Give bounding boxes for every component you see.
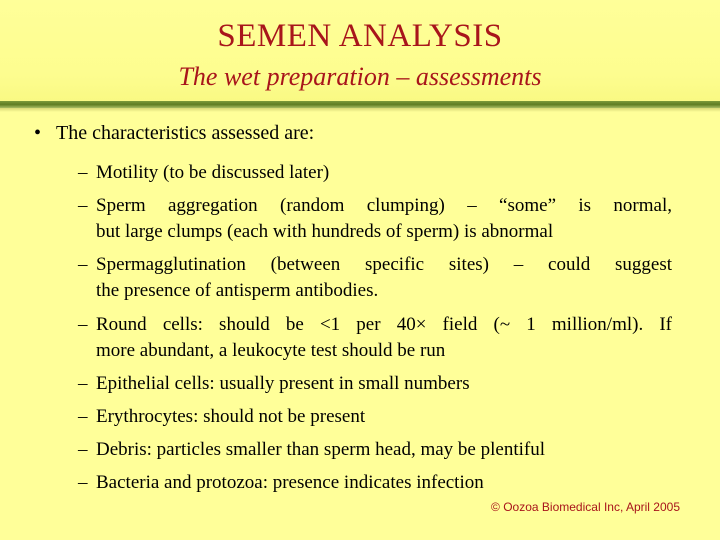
list-item-text: Motility (to be discussed later) bbox=[96, 162, 330, 183]
list-item-text: Epithelial cells: usually present in small numbers bbox=[96, 373, 470, 394]
list-item-text: Debris: particles smaller than sperm head, may be plentiful bbox=[96, 439, 545, 460]
bullet-icon: • bbox=[34, 122, 42, 144]
slide-subtitle: The wet preparation – assessments bbox=[178, 62, 542, 91]
list-item bbox=[78, 404, 672, 430]
list-item-text-continued: more abundant, a leukocyte test should be run bbox=[96, 340, 446, 361]
slide-header bbox=[0, 0, 720, 108]
dash-icon: – bbox=[78, 314, 88, 335]
dash-icon: – bbox=[78, 439, 88, 460]
slide-title: SEMEN ANALYSIS bbox=[217, 18, 503, 54]
dash-icon: – bbox=[78, 373, 88, 394]
list-item bbox=[78, 470, 672, 496]
dash-icon: – bbox=[78, 195, 88, 216]
list-item bbox=[78, 252, 672, 304]
list-item-text: Erythrocytes: should not be present bbox=[96, 406, 366, 427]
list-item-text: Sperm aggregation (random clumping) – “some” is normal, bbox=[96, 195, 672, 216]
dash-icon: – bbox=[78, 406, 88, 427]
dash-icon: – bbox=[78, 472, 88, 493]
copyright-footer: © Oozoa Biomedical Inc, April 2005 bbox=[491, 500, 680, 514]
dash-icon: – bbox=[78, 162, 88, 183]
list-item bbox=[78, 437, 672, 463]
main-bullet-point bbox=[34, 122, 314, 145]
list-item-text: Round cells: should be <1 per 40× field (~ 1 million/ml). If bbox=[96, 314, 672, 335]
list-item-text: Spermagglutination (between specific sites) – could suggest bbox=[96, 254, 672, 275]
main-bullet-text: The characteristics assessed are: bbox=[56, 122, 315, 144]
list-item-text: Bacteria and protozoa: presence indicates infection bbox=[96, 472, 484, 493]
list-item-text-continued: the presence of antisperm antibodies. bbox=[96, 280, 379, 301]
list-item bbox=[78, 160, 672, 186]
list-item-text-continued: but large clumps (each with hundreds of sperm) is abnormal bbox=[96, 221, 554, 242]
list-item bbox=[78, 312, 672, 364]
dash-icon: – bbox=[78, 254, 88, 275]
header-divider bbox=[0, 101, 720, 108]
list-item bbox=[78, 371, 672, 397]
list-item bbox=[78, 193, 672, 245]
header-divider-shadow bbox=[0, 108, 720, 112]
